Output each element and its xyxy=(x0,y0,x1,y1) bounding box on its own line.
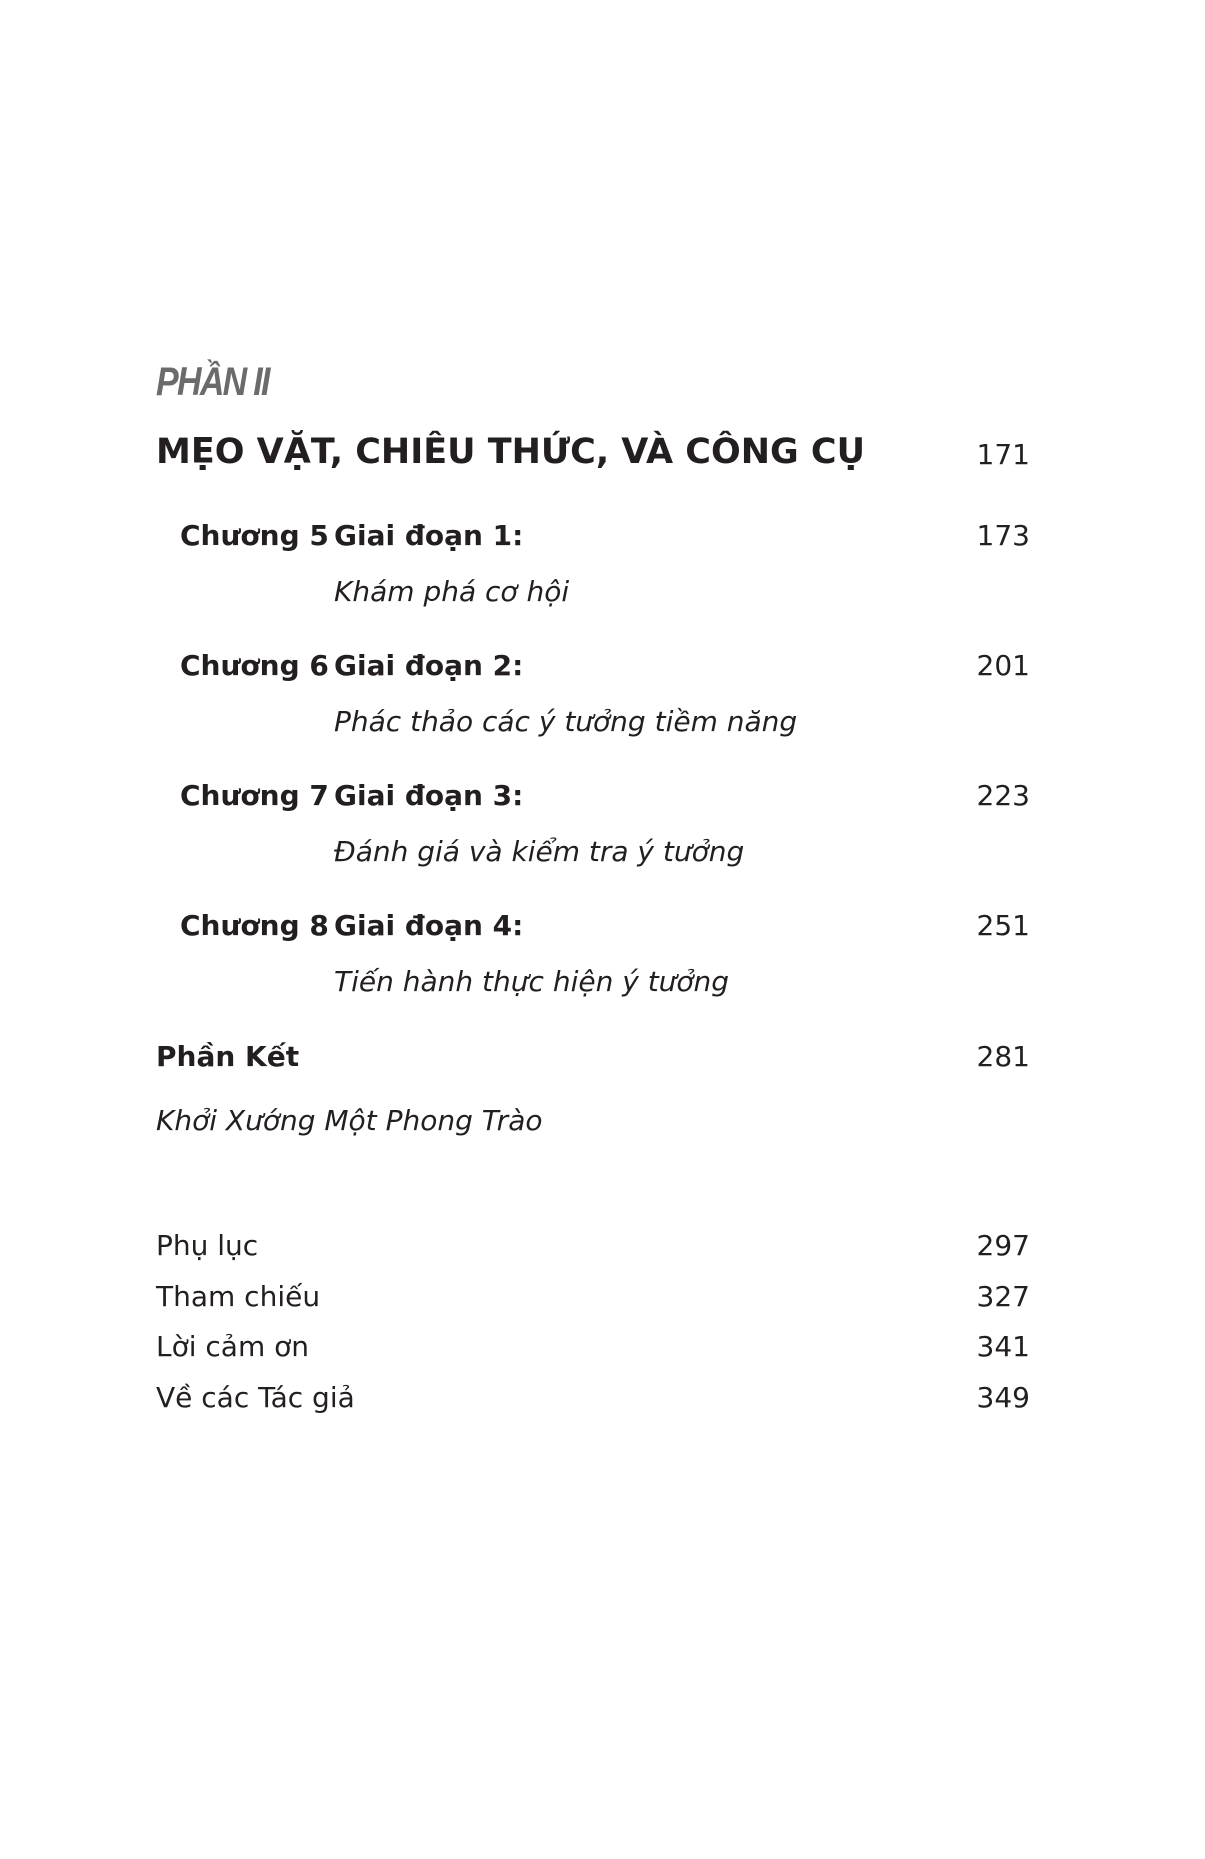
part-page-number: 171 xyxy=(976,438,1030,471)
chapter-title: Giai đoạn 3: xyxy=(334,779,524,812)
chapter-title: Giai đoạn 2: xyxy=(334,649,524,682)
part-label: PHẦN II xyxy=(156,360,269,404)
back-matter-title: Tham chiếu xyxy=(156,1280,321,1313)
chapter-title: Giai đoạn 4: xyxy=(334,909,524,942)
chapter-page-number: 201 xyxy=(976,649,1030,682)
back-matter-entry xyxy=(0,1229,1205,1279)
chapter-entry-8 xyxy=(0,909,1205,1019)
chapter-entry-6 xyxy=(0,649,1205,759)
outro-entry xyxy=(0,1040,1205,1160)
part-title: MẸO VẶT, CHIÊU THỨC, VÀ CÔNG CỤ xyxy=(156,432,866,472)
back-matter-entry xyxy=(0,1381,1205,1431)
back-matter-title: Về các Tác giả xyxy=(156,1381,355,1414)
outro-title: Phần Kết xyxy=(156,1040,300,1073)
chapter-label: Chương 5 xyxy=(180,519,329,552)
chapter-page-number: 251 xyxy=(976,909,1030,942)
chapter-label: Chương 7 xyxy=(180,779,329,812)
chapter-subtitle: Tiến hành thực hiện ý tưởng xyxy=(334,965,730,998)
chapter-subtitle: Khám phá cơ hội xyxy=(334,575,570,608)
chapter-page-number: 173 xyxy=(976,519,1030,552)
back-matter-title: Phụ lục xyxy=(156,1229,259,1262)
chapter-subtitle: Phác thảo các ý tưởng tiềm năng xyxy=(334,705,798,738)
back-matter-title: Lời cảm ơn xyxy=(156,1330,310,1363)
back-matter-page-number: 327 xyxy=(976,1280,1030,1313)
outro-subtitle: Khởi Xướng Một Phong Trào xyxy=(156,1104,543,1137)
outro-page-number: 281 xyxy=(976,1040,1030,1073)
chapter-label: Chương 6 xyxy=(180,649,329,682)
chapter-entry-5 xyxy=(0,519,1205,629)
back-matter-page-number: 349 xyxy=(976,1381,1030,1414)
chapter-label: Chương 8 xyxy=(180,909,329,942)
chapter-page-number: 223 xyxy=(976,779,1030,812)
chapter-title: Giai đoạn 1: xyxy=(334,519,524,552)
chapter-subtitle: Đánh giá và kiểm tra ý tưởng xyxy=(334,835,745,868)
part-title-row xyxy=(0,432,1205,482)
back-matter-page-number: 341 xyxy=(976,1330,1030,1363)
chapter-entry-7 xyxy=(0,779,1205,889)
back-matter-entry xyxy=(0,1280,1205,1330)
back-matter-entry xyxy=(0,1330,1205,1380)
back-matter-page-number: 297 xyxy=(976,1229,1030,1262)
